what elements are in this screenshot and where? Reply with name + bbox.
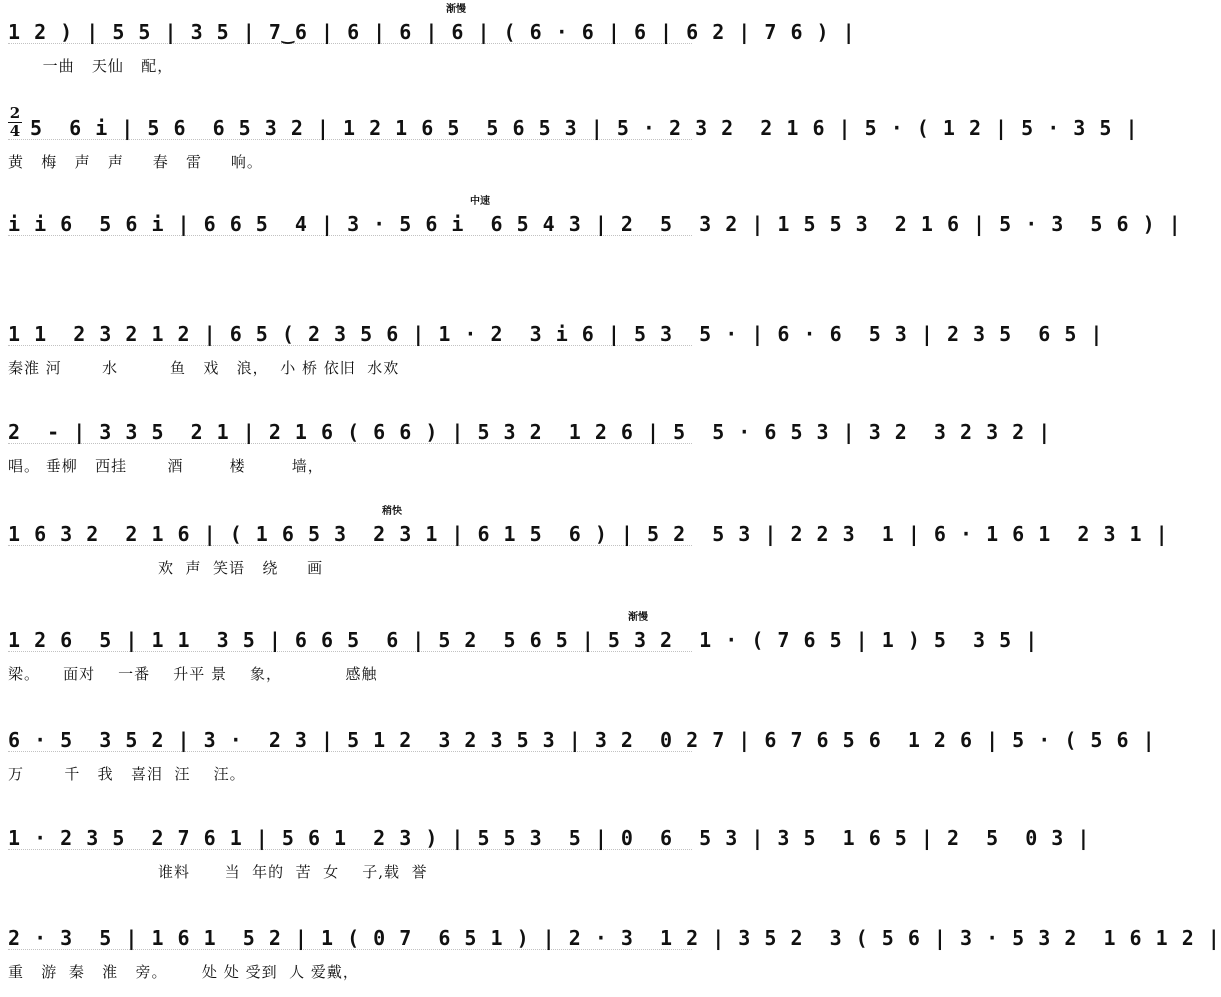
lyrics-line: 唱。 垂柳 西挂 酒 楼 墙， [8,457,324,475]
notation-line: 1 2 6 5 | 1 1 3 5 | 6 6 5 6 | 5 2 5 6 5 | 5 3 2 1 · ( 7 6 5 | 1 ) 5 3 5 | [8,628,1039,652]
tempo-marking: 稍快 [382,506,402,517]
lyrics-line: 梁。 面对 一番 升平 景 象， 感触 [8,665,378,683]
notation-line: 2 - | 3 3 5 2 1 | 2 1 6 ( 6 6 ) | 5 3 2 1 2 6 | 5 5 · 6 5 3 | 3 2 3 2 3 2 | [8,420,1052,444]
tempo-marking: 渐慢 [628,612,648,623]
score-system [0,728,1156,798]
beam-line [8,443,692,444]
score-system [0,420,1052,490]
beam-line [8,651,692,652]
beam-line [8,849,692,850]
time-signature [8,106,22,139]
lyrics-line: 黄 梅 声 声 春 雷 响。 [8,153,263,171]
score-system [0,926,1221,996]
beam-line [8,751,692,752]
tempo-marking: 渐慢 [446,4,466,15]
score-system [0,322,1104,392]
beam-line [8,43,692,44]
time-signature-top: 2 [9,104,21,122]
lyrics-line: 谁料 当 年的 苦 女 子,载 誉 [8,863,428,881]
time-signature-bottom: 4 [9,122,21,140]
notation-line: 2 · 3 5 | 1 6 1 5 2 | 1 ( 0 7 6 5 1 ) | 2 · 3 1 2 | 3 5 2 3 ( 5 6 | 3 · 5 3 2 1 6 1 2 | [8,926,1221,950]
notation-line: i i 6 5 6 i | 6 6 5 4 | 3 · 5 6 i 6 5 4 3 | 2 5 3 2 | 1 5 5 3 2 1 6 | 5 · 3 5 6 ) | [8,212,1182,236]
beam-line [8,235,692,236]
lyrics-line: 万 千 我 喜泪 汪 汪。 [8,765,246,783]
lyrics-line: 一曲 天仙 配， [8,57,174,75]
lyrics-line: 欢 声 笑语 绕 画 [8,559,324,577]
beam-line [8,345,692,346]
score-system [0,196,1182,282]
score-system [0,506,1169,592]
beam-line [8,545,692,546]
score-system [0,612,1039,698]
notation-line: 1 6 3 2 2 1 6 | ( 1 6 5 3 2 3 1 | 6 1 5 6 ) | 5 2 5 3 | 2 2 3 1 | 6 · 1 6 1 2 3 1 | [8,522,1169,546]
tempo-marking: 中速 [470,196,490,207]
score-system [0,4,856,90]
lyrics-line: 秦淮 河 水 鱼 戏 浪， 小 桥 依旧 水欢 [8,359,400,377]
notation-line: 6 · 5 3 5 2 | 3 · 2 3 | 5 1 2 3 2 3 5 3 | 3 2 0 2 7 | 6 7 6 5 6 1 2 6 | 5 · ( 5 6 | [8,728,1156,752]
notation-line: 5 6 i | 5 6 6 5 3 2 | 1 2 1 6 5 5 6 5 3 | 5 · 2 3 2 2 1 6 | 5 · ( 1 2 | 5 · 3 5 | [30,116,1139,140]
beam-line [8,139,692,140]
notation-line: 1 2 ) | 5 5 | 3 5 | 7‿6 | 6 | 6 | 6 | ( 6 · 6 | 6 | 6 2 | 7 6 ) | [8,20,856,44]
notation-line: 1 · 2 3 5 2 7 6 1 | 5 6 1 2 3 ) | 5 5 3 5 | 0 6 5 3 | 3 5 1 6 5 | 2 5 0 3 | [8,826,1091,850]
notation-line: 1 1 2 3 2 1 2 | 6 5 ( 2 3 5 6 | 1 · 2 3 i 6 | 5 3 5 · | 6 · 6 5 3 | 2 3 5 6 5 | [8,322,1104,346]
lyrics-line: 重 游 秦 淮 旁。 处 处 受到 人 爱戴， [8,963,359,981]
score-system [0,104,1139,186]
beam-line [8,949,692,950]
score-system [0,826,1091,896]
